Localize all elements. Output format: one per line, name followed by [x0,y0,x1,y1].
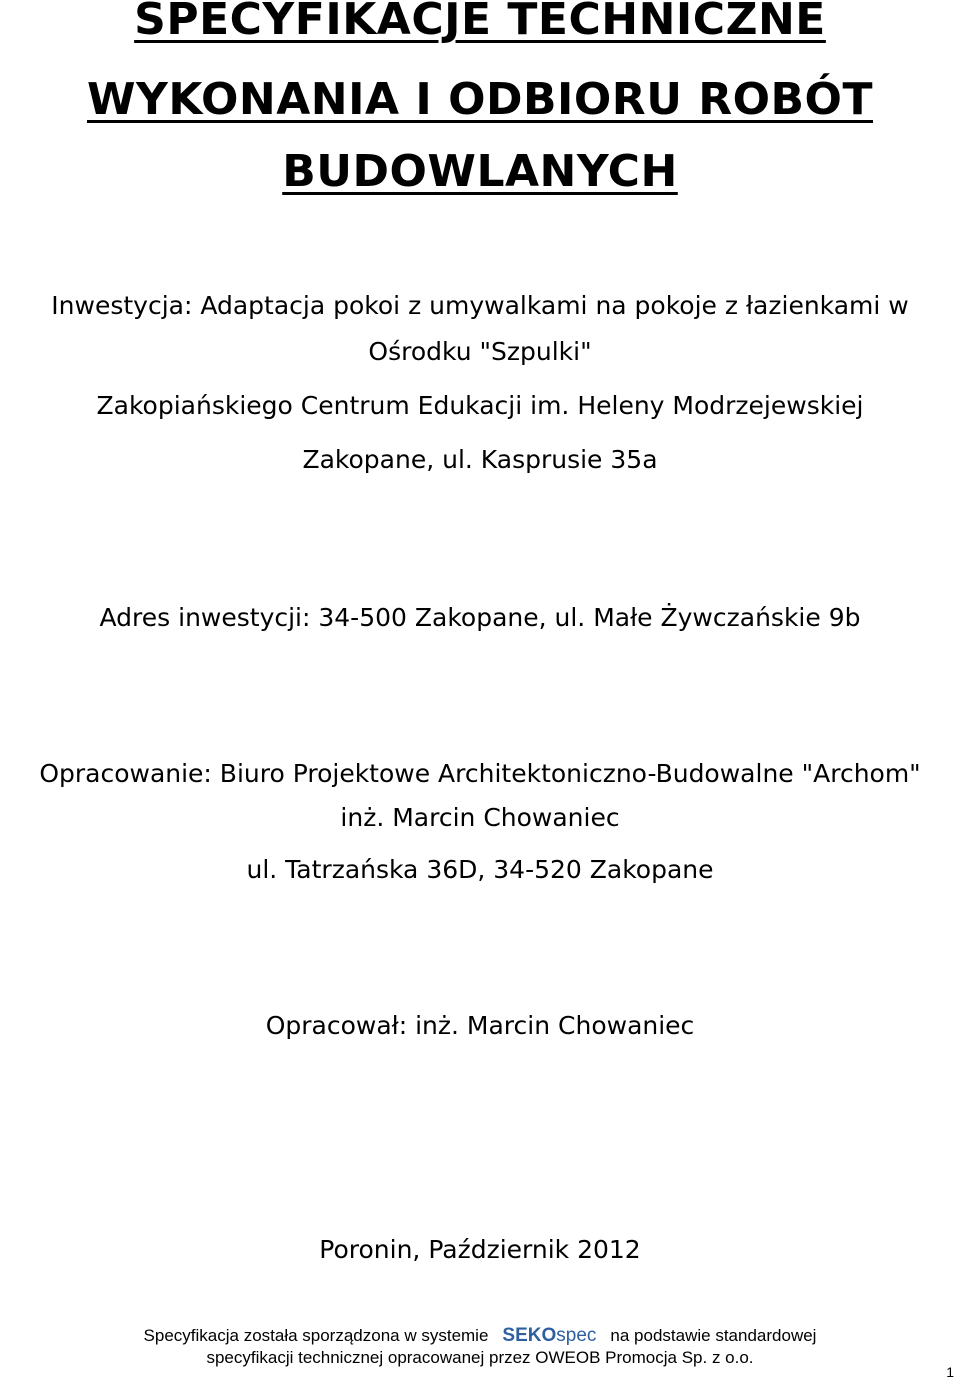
title-line-1 [0,0,960,46]
investment-address: Adres inwestycji: 34-500 Zakopane, ul. Małe Żywczańskie 9b [99,603,861,632]
prepared-by-line-3: ul. Tatrzańska 36D, 34-520 Zakopane [246,855,714,884]
sekospec-logo [502,1325,596,1346]
title-text-1: SPECYFIKACJE TECHNICZNE [134,0,826,45]
title-text-3: BUDOWLANYCH [282,146,678,197]
page-number: 1 [946,1364,954,1380]
investment-line-3: Zakopiańskiego Centrum Edukacji im. Heleny Modrzejewskiej [96,391,864,420]
sekospec-logo-seko: SEKO [502,1325,557,1346]
investment-line-2: Ośrodku "Szpulki" [368,337,592,366]
sekospec-logo-spec: spec [556,1325,597,1346]
investment-line-1: Inwestycja: Adaptacja pokoi z umywalkami na pokoje z łazienkami w [51,291,909,320]
place-date-line: Poronin, Październik 2012 [319,1235,641,1264]
title-text-2: WYKONANIA I ODBIORU ROBÓT [87,74,873,125]
investment-line-4: Zakopane, ul. Kasprusie 35a [302,445,658,474]
footer-text-before-logo: Specyfikacja została sporządzona w systemie [143,1326,489,1345]
footer-line-2: specyfikacji technicznej opracowanej przez OWEOB Promocja Sp. z o.o. [206,1348,754,1367]
prepared-by-line-1: Opracowanie: Biuro Projektowe Architektoniczno-Budowalne "Archom" [39,759,921,788]
title-line-3 [0,146,960,198]
title-line-2 [0,74,960,126]
prepared-by-line-2: inż. Marcin Chowaniec [340,803,620,832]
author-line: Opracował: inż. Marcin Chowaniec [265,1011,695,1040]
footer-line-1 [0,1325,960,1347]
footer-text-after-logo: na podstawie standardowej [610,1326,817,1345]
